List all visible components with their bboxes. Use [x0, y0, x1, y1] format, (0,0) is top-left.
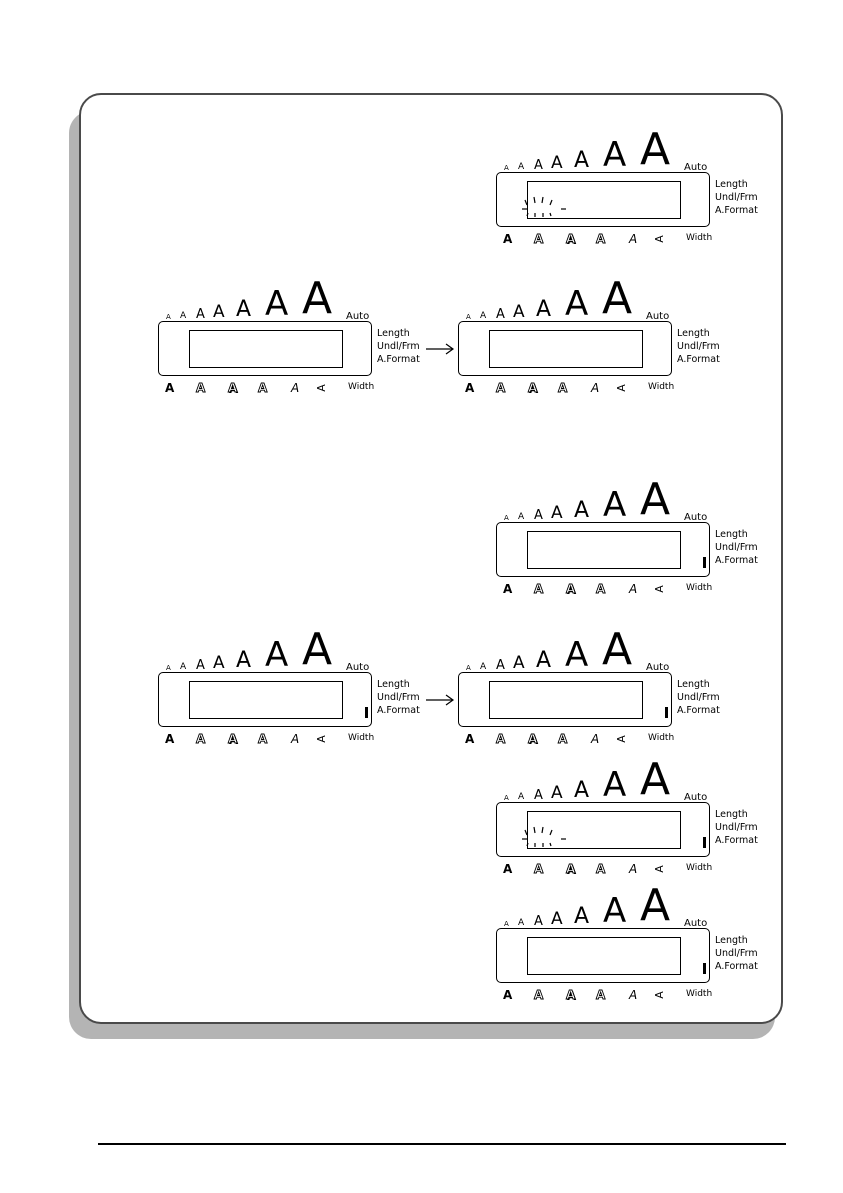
character-size-scale — [496, 474, 720, 525]
auto-label: Auto — [684, 512, 708, 523]
length-label: Length — [677, 328, 710, 339]
undl-frm-label: Undl/Frm — [715, 948, 758, 959]
width-label: Width — [686, 233, 713, 243]
character-size-scale — [158, 624, 382, 675]
a-format-label: A.Format — [677, 705, 720, 716]
lcd-screen — [189, 330, 343, 368]
auto-label: Auto — [346, 311, 370, 322]
style-solid-outline-icon: A — [596, 988, 606, 1002]
side-labels — [377, 327, 420, 366]
style-shadow-icon: A — [566, 988, 576, 1002]
lcd-screen — [489, 681, 643, 719]
size-indicator-5: A — [574, 148, 590, 173]
size-indicator-1: A — [504, 920, 509, 928]
lcd-panel — [458, 321, 672, 376]
size-indicator-4: A — [551, 783, 563, 803]
size-indicator-5: A — [574, 498, 590, 523]
character-size-scale — [496, 124, 720, 175]
size-indicator-1: A — [504, 514, 509, 522]
style-solid-outline-icon: A — [258, 381, 268, 395]
length-label: Length — [715, 179, 748, 190]
size-indicator-4: A — [551, 153, 563, 173]
size-indicator-3: A — [496, 307, 505, 322]
style-vertical-icon: A — [652, 991, 666, 999]
style-solid-outline-icon: A — [558, 381, 568, 395]
style-outline-icon: A — [534, 582, 544, 596]
style-vertical-icon: A — [652, 235, 666, 243]
lcd-screen — [527, 531, 681, 569]
lcd-screen — [489, 330, 643, 368]
size-indicator-6: A — [603, 135, 627, 175]
lcd-panel — [496, 928, 710, 983]
size-indicator-2: A — [518, 792, 525, 802]
width-label: Width — [648, 382, 675, 392]
size-indicator-3: A — [534, 158, 543, 173]
width-label: Width — [686, 583, 713, 593]
style-scale — [458, 381, 682, 397]
a-format-label: A.Format — [715, 835, 758, 846]
undl-frm-label: Undl/Frm — [715, 822, 758, 833]
length-label: Length — [377, 679, 410, 690]
size-indicator-5: A — [574, 904, 590, 929]
lcd-display — [458, 624, 720, 750]
arrow-right-icon — [425, 694, 455, 706]
style-outline-icon: A — [534, 862, 544, 876]
style-vertical-icon: A — [614, 384, 628, 392]
size-indicator-5: A — [536, 297, 552, 322]
length-label: Length — [377, 328, 410, 339]
style-vertical-icon: A — [614, 735, 628, 743]
size-indicator-7: A — [640, 754, 671, 805]
size-indicator-6: A — [603, 765, 627, 805]
size-indicator-2: A — [518, 162, 525, 172]
undl-frm-label: Undl/Frm — [715, 192, 758, 203]
side-labels — [377, 678, 420, 717]
size-indicator-4: A — [551, 503, 563, 523]
style-normal-icon: A — [465, 732, 475, 746]
style-scale — [158, 381, 382, 397]
style-shadow-icon: A — [228, 381, 238, 395]
a-format-label: A.Format — [377, 705, 420, 716]
style-scale — [496, 988, 720, 1004]
character-size-scale — [496, 754, 720, 805]
style-italic-icon: A — [291, 381, 300, 395]
size-indicator-1: A — [466, 664, 471, 672]
lcd-panel — [496, 172, 710, 227]
size-indicator-2: A — [180, 311, 187, 321]
style-outline-icon: A — [196, 732, 206, 746]
a-format-label: A.Format — [715, 961, 758, 972]
side-labels — [715, 528, 758, 567]
length-label: Length — [715, 935, 748, 946]
size-indicator-6: A — [265, 284, 289, 324]
size-indicator-7: A — [640, 124, 671, 175]
size-indicator-1: A — [504, 794, 509, 802]
width-label: Width — [348, 382, 375, 392]
style-italic-icon: A — [629, 582, 638, 596]
character-size-scale — [158, 273, 382, 324]
style-outline-icon: A — [496, 732, 506, 746]
style-outline-icon: A — [534, 988, 544, 1002]
style-scale — [496, 582, 720, 598]
side-labels — [677, 327, 720, 366]
a-format-label: A.Format — [715, 205, 758, 216]
style-normal-icon: A — [503, 988, 513, 1002]
size-indicator-3: A — [196, 658, 205, 673]
style-scale — [458, 732, 682, 748]
style-outline-icon: A — [534, 232, 544, 246]
style-vertical-icon: A — [314, 735, 328, 743]
size-indicator-4: A — [513, 302, 525, 322]
size-indicator-4: A — [213, 653, 225, 673]
format-indicator-bar — [703, 837, 706, 848]
style-normal-icon: A — [165, 381, 175, 395]
lcd-display — [496, 754, 758, 880]
style-shadow-icon: A — [528, 732, 538, 746]
lcd-screen — [189, 681, 343, 719]
size-indicator-7: A — [640, 474, 671, 525]
style-solid-outline-icon: A — [258, 732, 268, 746]
style-solid-outline-icon: A — [558, 732, 568, 746]
undl-frm-label: Undl/Frm — [377, 692, 420, 703]
size-indicator-3: A — [496, 658, 505, 673]
side-labels — [715, 934, 758, 973]
auto-label: Auto — [684, 162, 708, 173]
size-indicator-5: A — [574, 778, 590, 803]
character-size-scale — [496, 880, 720, 931]
style-outline-icon: A — [496, 381, 506, 395]
a-format-label: A.Format — [715, 555, 758, 566]
width-label: Width — [686, 989, 713, 999]
size-indicator-7: A — [602, 624, 633, 675]
auto-label: Auto — [684, 792, 708, 803]
style-shadow-icon: A — [228, 732, 238, 746]
size-indicator-3: A — [534, 914, 543, 929]
style-scale — [496, 232, 720, 248]
size-indicator-6: A — [603, 485, 627, 525]
size-indicator-7: A — [640, 880, 671, 931]
undl-frm-label: Undl/Frm — [715, 542, 758, 553]
style-shadow-icon: A — [566, 862, 576, 876]
lcd-display — [158, 273, 420, 399]
auto-label: Auto — [646, 662, 670, 673]
size-indicator-7: A — [602, 273, 633, 324]
size-indicator-6: A — [565, 284, 589, 324]
size-indicator-7: A — [302, 273, 333, 324]
cursor-blink-icon — [521, 191, 571, 219]
size-indicator-6: A — [565, 635, 589, 675]
undl-frm-label: Undl/Frm — [677, 692, 720, 703]
size-indicator-2: A — [518, 918, 525, 928]
auto-label: Auto — [646, 311, 670, 322]
style-shadow-icon: A — [566, 582, 576, 596]
style-normal-icon: A — [465, 381, 475, 395]
size-indicator-2: A — [480, 662, 487, 672]
style-italic-icon: A — [629, 988, 638, 1002]
side-labels — [715, 808, 758, 847]
style-italic-icon: A — [291, 732, 300, 746]
lcd-panel — [158, 672, 372, 727]
footer-rule — [98, 1143, 786, 1145]
lcd-screen — [527, 937, 681, 975]
size-indicator-3: A — [534, 508, 543, 523]
size-indicator-3: A — [196, 307, 205, 322]
style-vertical-icon: A — [314, 384, 328, 392]
format-indicator-bar — [703, 557, 706, 568]
side-labels — [715, 178, 758, 217]
lcd-panel — [158, 321, 372, 376]
style-shadow-icon: A — [566, 232, 576, 246]
size-indicator-1: A — [504, 164, 509, 172]
size-indicator-6: A — [603, 891, 627, 931]
character-size-scale — [458, 273, 682, 324]
size-indicator-2: A — [480, 311, 487, 321]
style-italic-icon: A — [629, 862, 638, 876]
style-normal-icon: A — [503, 232, 513, 246]
side-labels — [677, 678, 720, 717]
size-indicator-1: A — [466, 313, 471, 321]
lcd-panel — [458, 672, 672, 727]
auto-label: Auto — [346, 662, 370, 673]
style-scale — [496, 862, 720, 878]
length-label: Length — [715, 529, 748, 540]
character-size-scale — [458, 624, 682, 675]
size-indicator-5: A — [236, 648, 252, 673]
lcd-display — [496, 474, 758, 600]
a-format-label: A.Format — [377, 354, 420, 365]
lcd-panel — [496, 802, 710, 857]
format-indicator-bar — [703, 963, 706, 974]
size-indicator-2: A — [180, 662, 187, 672]
size-indicator-7: A — [302, 624, 333, 675]
arrow-right-icon — [425, 343, 455, 355]
style-italic-icon: A — [591, 732, 600, 746]
style-vertical-icon: A — [652, 865, 666, 873]
size-indicator-4: A — [213, 302, 225, 322]
width-label: Width — [648, 733, 675, 743]
format-indicator-bar — [665, 707, 668, 718]
auto-label: Auto — [684, 918, 708, 929]
format-indicator-bar — [365, 707, 368, 718]
size-indicator-1: A — [166, 664, 171, 672]
style-solid-outline-icon: A — [596, 582, 606, 596]
size-indicator-4: A — [551, 909, 563, 929]
length-label: Length — [677, 679, 710, 690]
size-indicator-5: A — [236, 297, 252, 322]
style-shadow-icon: A — [528, 381, 538, 395]
lcd-display — [496, 124, 758, 250]
size-indicator-3: A — [534, 788, 543, 803]
style-italic-icon: A — [591, 381, 600, 395]
width-label: Width — [686, 863, 713, 873]
a-format-label: A.Format — [677, 354, 720, 365]
undl-frm-label: Undl/Frm — [677, 341, 720, 352]
style-vertical-icon: A — [652, 585, 666, 593]
style-scale — [158, 732, 382, 748]
lcd-display — [496, 880, 758, 1006]
cursor-blink-icon — [521, 821, 571, 849]
size-indicator-4: A — [513, 653, 525, 673]
lcd-display — [458, 273, 720, 399]
style-solid-outline-icon: A — [596, 232, 606, 246]
width-label: Width — [348, 733, 375, 743]
style-solid-outline-icon: A — [596, 862, 606, 876]
style-normal-icon: A — [503, 582, 513, 596]
size-indicator-6: A — [265, 635, 289, 675]
lcd-display — [158, 624, 420, 750]
style-normal-icon: A — [503, 862, 513, 876]
style-outline-icon: A — [196, 381, 206, 395]
length-label: Length — [715, 809, 748, 820]
style-normal-icon: A — [165, 732, 175, 746]
lcd-panel — [496, 522, 710, 577]
size-indicator-2: A — [518, 512, 525, 522]
size-indicator-1: A — [166, 313, 171, 321]
style-italic-icon: A — [629, 232, 638, 246]
size-indicator-5: A — [536, 648, 552, 673]
undl-frm-label: Undl/Frm — [377, 341, 420, 352]
